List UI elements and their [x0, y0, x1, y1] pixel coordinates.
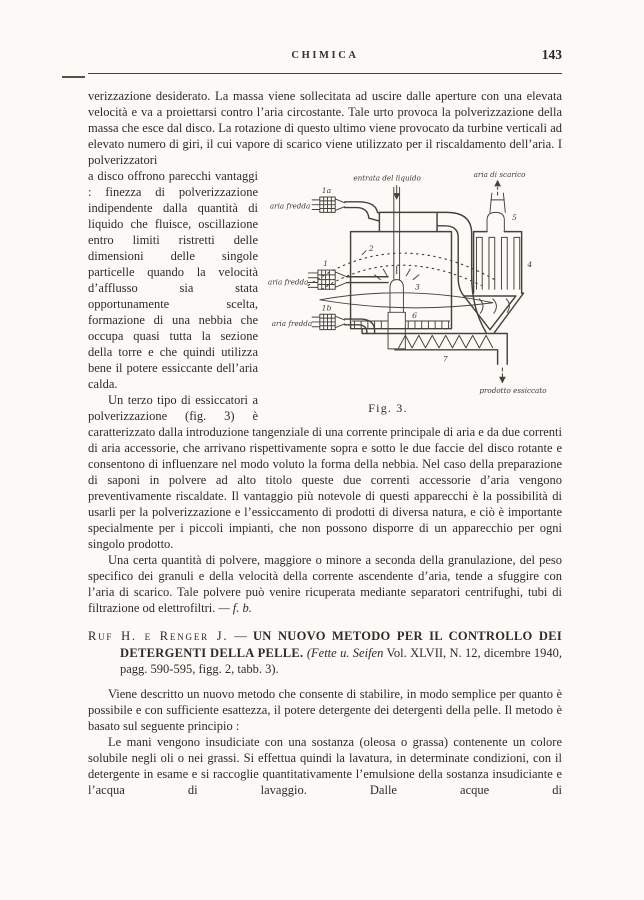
- part-number-3: 3: [414, 282, 420, 292]
- nozzle-1a-pipe: [345, 202, 380, 221]
- label-product-out: prodotto essiccato: [479, 386, 547, 396]
- label-air-out: aria di scarico: [473, 170, 526, 179]
- label-cold-air-1b: aria fredda: [271, 318, 313, 328]
- paragraph: [88, 552, 562, 616]
- spray-dryer-diagram: [266, 170, 562, 397]
- figure-caption: Fig. 3.: [368, 401, 408, 415]
- reference-entry: [88, 628, 562, 678]
- chimney: [490, 193, 505, 212]
- reference-title: UN NUOVO METODO PER IL CONTROLLO DEI DETERGENTI DELLA PELLE.: [120, 629, 563, 660]
- figure-3: [266, 170, 562, 416]
- shaft-housing: [388, 312, 405, 349]
- running-head: [88, 47, 562, 70]
- spray-mist-arcs: [308, 253, 494, 292]
- label-2-tick: [362, 251, 366, 255]
- paragraph: Le mani vengono insudiciate con una sostanza (oleosa o grassa) contenente un colore solubile negli oli o nei grassi. Si effettua quindi la lavatura, in determinate condizioni, con il detergente in esame e si raccoglie quantitativamente l’emulsione della sostanza insudiciante e l’acqua di lavaggio. Dalle acque di: [88, 734, 562, 797]
- part-number-7: 7: [442, 354, 448, 364]
- nozzle-1a: [312, 197, 345, 212]
- label-cold-air-1a: aria fredda: [269, 201, 311, 211]
- part-number-1: 1: [323, 259, 329, 269]
- reference-separator: —: [234, 629, 247, 643]
- liquid-arrow-icon: [393, 193, 400, 200]
- conveyor-screw: [399, 335, 493, 347]
- header-rule-dash: [62, 76, 85, 78]
- reviewer-initials: — f. b.: [218, 601, 252, 615]
- part-number-6: 6: [412, 311, 417, 321]
- filter-neck: [487, 212, 504, 231]
- part-number-4: 4: [527, 260, 533, 270]
- paragraph-text: Una certa quantità di polvere, maggiore o minore a seconda della granulazione, del peso specifico dei granuli e della velocità della corrente ascendente d’aria, tende a sfuggire con l’aria di scarico. Tale polvere può venire ricuperata mediante separatori centrifughi, tubi di filtrazione od elettrofiltri.: [88, 553, 562, 615]
- product-arrow-icon: [499, 377, 506, 384]
- chamber-outline: [351, 232, 452, 329]
- grate: [352, 321, 449, 329]
- nozzle-1b: [312, 314, 345, 329]
- paragraph: Viene descritto un nuovo metodo che consente di stabilire, in modo semplice per quanto è possibile e con sufficiente esattezza, il potere detergente dei detergenti della pelle. Il metodo è basato sul seguente principio :: [88, 686, 562, 733]
- filter-housing: [474, 232, 522, 294]
- reference-citation: Vol. XLVII, N. 12, dicembre 1940, pagg. 590-595, figg. 2, tabb. 3).: [120, 645, 563, 676]
- paragraph: Un terzo tipo di essiccatori a polverizzazione (fig. 3) è caratterizzato dalla introduzione tangenziale di una corrente principale di aria e da due correnti di aria accessorie, che arrivano rispettivamente sopra e sotto le due faccie del disco rotante e consentono di influenzare nel modo voluto la forma della nebbia. Nel caso della preparazione di saponi in polvere ad alto titolo queste due correnti accessorie d’aria vengono preventivamente riscaldate. Il vantaggio più notevole di questi apparecchi è la possibilità di usarli per la polverizzazione e l’essiccamento di prodotti di diversa natura, e ciò è importante specialmente per i piccoli impianti, che non possono disporre di un apparecchio per ogni singolo prodotto.: [88, 393, 562, 551]
- part-number-5: 5: [512, 213, 517, 223]
- conveyor-channel: [362, 329, 507, 365]
- funnel-right-wall: [494, 293, 524, 333]
- article-body: [88, 88, 562, 798]
- part-number-2: 2: [368, 243, 374, 253]
- section-title: CHIMICA: [291, 50, 359, 61]
- exhaust-arrow-icon: [494, 180, 501, 187]
- spray-ticks: [375, 266, 419, 279]
- paragraph: a disco offrono parecchi vantaggi : finezza di polverizzazione indipendente dalla quantità di liquido che fluisce, oscillazione entro limiti ristretti delle dimensioni delle singole particelle quando la velocità d’afflusso sia stata opportunamente scelta, formazione di una nebbia che occupa quasi tutta la sezione della torre e che quindi utilizza bene il potere essiccante dell’aria calda.: [88, 169, 258, 391]
- paragraph: verizzazione desiderato. La massa viene sollecitata ad uscire dalle aperture con una elevata velocità e va a proiettarsi contro l’aria circostante. Tale urto provoca la polverizzazione della massa che esce dal disco. La rotazione di questo ultimo viene provocato da turbine verticali ad elevato numero di giri, il cui vapore di scarico viene utilizzato per il riscaldamento dell’aria. I polverizzatori: [88, 89, 562, 167]
- chamber-header: [379, 212, 437, 231]
- part-number-1a: 1a: [321, 186, 332, 196]
- nozzle-1-pipe: [347, 277, 388, 283]
- reference-authors: Ruf H. e Renger J.: [88, 629, 229, 643]
- reference-journal: (Fette u. Seifen: [306, 645, 384, 660]
- page-number: 143: [541, 47, 562, 62]
- label-liquid-in: entrata del liquido: [353, 173, 421, 183]
- header-rule: [88, 73, 562, 74]
- part-number-1b: 1b: [321, 303, 332, 313]
- label-cold-air-1: aria fredda: [267, 277, 309, 287]
- figure-wrap: [88, 168, 562, 552]
- filter-tubes: [476, 237, 519, 289]
